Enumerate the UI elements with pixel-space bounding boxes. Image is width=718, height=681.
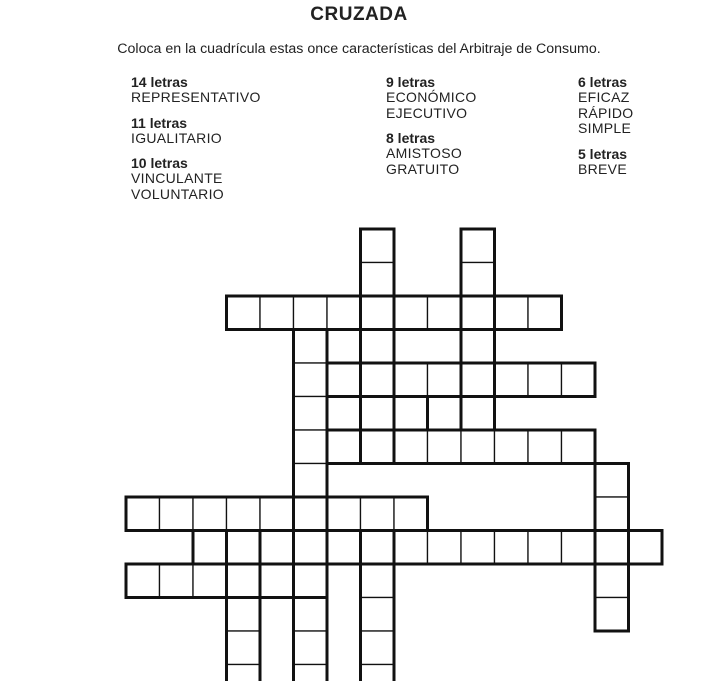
grid-cell[interactable] <box>461 531 495 565</box>
grid-cell[interactable] <box>361 665 395 681</box>
grid-cell[interactable] <box>461 397 495 431</box>
word-item: SIMPLE <box>578 120 632 136</box>
grid-cell[interactable] <box>294 430 328 464</box>
puzzle-title: CRUZADA <box>310 4 408 25</box>
grid-cell[interactable] <box>495 430 529 464</box>
group-header: 9 letras <box>386 74 436 90</box>
grid-cell[interactable] <box>595 598 629 632</box>
grid-cell[interactable] <box>461 330 495 364</box>
grid-cell[interactable] <box>294 531 328 565</box>
grid-cell[interactable] <box>126 497 160 531</box>
grid-cell[interactable] <box>294 397 328 431</box>
grid-cell[interactable] <box>361 229 395 263</box>
grid-cell[interactable] <box>428 296 462 330</box>
grid-cell[interactable] <box>428 430 462 464</box>
grid-cell[interactable] <box>227 665 261 681</box>
grid-cell[interactable] <box>361 263 395 297</box>
grid-cell[interactable] <box>294 464 328 498</box>
grid-cell[interactable] <box>294 296 328 330</box>
grid-cell[interactable] <box>361 531 395 565</box>
grid-cell[interactable] <box>294 631 328 665</box>
group-header: 5 letras <box>578 145 628 162</box>
grid-cell[interactable] <box>361 397 395 431</box>
grid-cell[interactable] <box>428 363 462 397</box>
grid-cell[interactable] <box>495 296 529 330</box>
grid-cell[interactable] <box>260 497 294 531</box>
grid-cell[interactable] <box>394 296 428 330</box>
word-item: VINCULANTE <box>131 170 223 186</box>
grid-cell[interactable] <box>260 531 294 565</box>
grid-cell[interactable] <box>428 397 462 431</box>
group-header: 14 letras <box>131 74 188 90</box>
grid-cell[interactable] <box>327 430 361 464</box>
grid-cell[interactable] <box>327 296 361 330</box>
grid-cell[interactable] <box>528 430 562 464</box>
grid-cell[interactable] <box>562 363 596 397</box>
grid-cell[interactable] <box>361 430 395 464</box>
word-item: BREVE <box>578 160 627 177</box>
grid-cell[interactable] <box>361 330 395 364</box>
group-header: 6 letras <box>578 74 628 90</box>
grid-cell[interactable] <box>193 564 227 598</box>
grid-cell[interactable] <box>461 430 495 464</box>
grid-cell[interactable] <box>227 598 261 632</box>
word-item: AMISTOSO <box>386 145 463 161</box>
word-item: EJECUTIVO <box>386 104 468 121</box>
grid-cell[interactable] <box>327 531 361 565</box>
grid-cell[interactable] <box>361 598 395 632</box>
grid-cell[interactable] <box>327 363 361 397</box>
grid-cell[interactable] <box>361 497 395 531</box>
grid-cell[interactable] <box>528 296 562 330</box>
grid-cell[interactable] <box>294 598 328 632</box>
grid-cell[interactable] <box>595 464 629 498</box>
grid-cell[interactable] <box>428 531 462 565</box>
grid-cell[interactable] <box>294 497 328 531</box>
grid-cell[interactable] <box>461 263 495 297</box>
grid-cell[interactable] <box>361 564 395 598</box>
grid-cell[interactable] <box>461 296 495 330</box>
grid-cell[interactable] <box>160 497 194 531</box>
word-item: IGUALITARIO <box>131 129 222 146</box>
grid-cell[interactable] <box>227 497 261 531</box>
group-header: 11 letras <box>131 114 188 131</box>
grid-cell[interactable] <box>461 229 495 263</box>
grid-cell[interactable] <box>495 363 529 397</box>
grid-cell[interactable] <box>595 531 629 565</box>
puzzle-instructions: Coloca en la cuadrícula estas once características del Arbitraje de Consumo. <box>117 41 601 57</box>
grid-cell[interactable] <box>562 430 596 464</box>
grid-cell[interactable] <box>227 631 261 665</box>
grid-cell[interactable] <box>294 330 328 364</box>
grid-cell[interactable] <box>528 531 562 565</box>
grid-cell[interactable] <box>495 531 529 565</box>
grid-cell[interactable] <box>294 665 328 681</box>
grid-cell[interactable] <box>629 531 663 565</box>
grid-cell[interactable] <box>193 497 227 531</box>
grid-cell[interactable] <box>595 564 629 598</box>
grid-cell[interactable] <box>227 531 261 565</box>
grid-cell[interactable] <box>361 296 395 330</box>
grid-cell[interactable] <box>227 296 261 330</box>
grid-cell[interactable] <box>461 363 495 397</box>
word-item: RÁPIDO <box>578 104 634 121</box>
grid-cell[interactable] <box>394 531 428 565</box>
group-header: 8 letras <box>386 130 436 146</box>
word-item: EFICAZ <box>578 89 630 105</box>
grid-cell[interactable] <box>294 363 328 397</box>
grid-cell[interactable] <box>394 430 428 464</box>
word-item: GRATUITO <box>386 160 460 177</box>
grid-cell[interactable] <box>260 564 294 598</box>
grid-cell[interactable] <box>327 397 361 431</box>
grid-cell[interactable] <box>327 497 361 531</box>
word-item: REPRESENTATIVO <box>131 89 261 105</box>
grid-cell[interactable] <box>394 497 428 531</box>
grid-cell[interactable] <box>126 564 160 598</box>
grid-cell[interactable] <box>361 363 395 397</box>
grid-cell[interactable] <box>528 363 562 397</box>
grid-cell[interactable] <box>294 564 328 598</box>
grid-cell[interactable] <box>160 564 194 598</box>
grid-cell[interactable] <box>260 296 294 330</box>
grid-cell[interactable] <box>361 631 395 665</box>
grid-cell[interactable] <box>193 531 227 565</box>
word-item: VOLUNTARIO <box>131 185 224 202</box>
grid-cell[interactable] <box>394 363 428 397</box>
grid-cell[interactable] <box>227 564 261 598</box>
group-header: 10 letras <box>131 155 188 171</box>
word-item: ECONÓMICO <box>386 89 477 105</box>
grid-cell[interactable] <box>562 531 596 565</box>
grid-cell[interactable] <box>595 497 629 531</box>
